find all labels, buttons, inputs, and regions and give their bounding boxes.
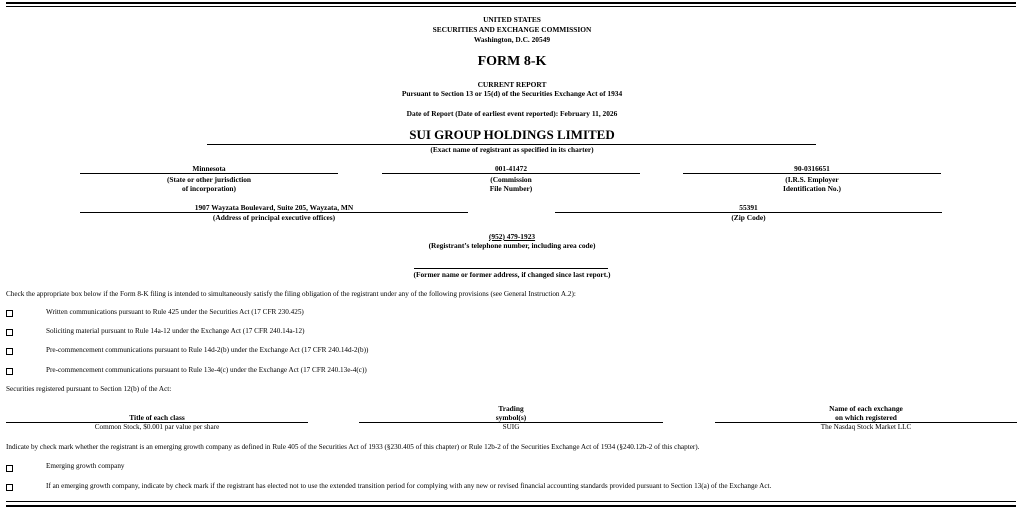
col-exchange-header-2: on which registered: [835, 413, 897, 422]
address-value: 1907 Wayzata Boulevard, Suite 205, Wayzata, MN: [194, 203, 354, 212]
provision-label-3: Pre-commencement communications pursuant to Rule 14d-2(b) under the Exchange Act (17 CFR 240.14d-2(b)): [46, 346, 369, 354]
header-line-2: SECURITIES AND EXCHANGE COMMISSION: [432, 25, 592, 34]
provisions-intro: Check the appropriate box below if the Form 8-K filing is intended to simultaneously satisfy the filing obligation of the registrant under any of the following provisions (see General Instruction A.2):: [6, 290, 576, 298]
security-title-cell: Common Stock, $0.001 par value per share: [94, 423, 220, 431]
provision-label-1: Written communications pursuant to Rule 425 under the Securities Act (17 CFR 230.425): [46, 308, 304, 316]
state-value: Minnesota: [192, 164, 226, 173]
header-line-1: UNITED STATES: [483, 15, 541, 24]
securities-intro: Securities registered pursuant to Section 12(b) of the Act:: [6, 385, 172, 393]
security-exchange-cell: The Nasdaq Stock Market LLC: [820, 423, 912, 431]
file-number-value: 001-41472: [494, 164, 528, 173]
ein-caption-1: (I.R.S. Employer: [785, 175, 839, 184]
bottom-rule: [6, 505, 1016, 507]
form-pursuant: Pursuant to Section 13 or 15(d) of the Securities Exchange Act of 1934: [401, 89, 623, 98]
registrant-name-caption: (Exact name of registrant as specified in its charter): [430, 145, 594, 154]
form-title: FORM 8-K: [477, 54, 547, 69]
ein-rule: [683, 173, 941, 174]
file-number-rule: [382, 173, 640, 174]
ein-value: 90-0316651: [794, 164, 830, 173]
security-symbol-cell: SUIG: [502, 423, 520, 431]
address-caption: (Address of principal executive offices): [212, 213, 336, 222]
col-symbol-header-1: Trading: [498, 404, 524, 413]
growth-label-1: Emerging growth company: [46, 462, 125, 470]
top-rule-thin: [6, 6, 1016, 7]
provision-label-4: Pre-commencement communications pursuant to Rule 13e-4(c) under the Exchange Act (17 CFR 240.13e-4(c)): [46, 366, 367, 374]
ein-caption-2: Identification No.): [783, 184, 841, 193]
provision-checkbox-1[interactable]: [6, 310, 13, 317]
col-title-header: Title of each class: [129, 413, 185, 422]
growth-intro: Indicate by check mark whether the registrant is an emerging growth company as defined in Rule 405 of the Securities Act of 1933 (§230.405 of this chapter) or Rule 12b-2 of the Securities Exchange Act of 1934 (§240.12b-2 of this chapter).: [6, 443, 700, 451]
phone-value: (952) 479-1923: [488, 232, 536, 241]
state-rule: [80, 173, 338, 174]
form-subtitle: CURRENT REPORT: [477, 80, 547, 89]
header-line-3: Washington, D.C. 20549: [473, 35, 551, 44]
state-caption-2: of incorporation): [182, 184, 236, 193]
file-number-caption-1: (Commission: [490, 175, 532, 184]
former-name-rule: [414, 268, 608, 269]
growth-checkbox-1[interactable]: [6, 465, 13, 472]
former-name-caption: (Former name or former address, if changed since last report.): [413, 270, 611, 279]
bottom-rule-thin: [6, 501, 1016, 502]
col-symbol-header-2: symbol(s): [495, 413, 527, 422]
phone-caption: (Registrant’s telephone number, including area code): [428, 241, 596, 250]
zip-value: 55391: [739, 203, 758, 212]
provision-label-2: Soliciting material pursuant to Rule 14a-12 under the Exchange Act (17 CFR 240.14a-12): [46, 327, 305, 335]
registrant-name: SUI GROUP HOLDINGS LIMITED: [409, 127, 615, 142]
provision-checkbox-2[interactable]: [6, 329, 13, 336]
date-of-report: Date of Report (Date of earliest event reported): February 11, 2026: [406, 109, 618, 118]
file-number-caption-2: File Number): [489, 184, 533, 193]
state-caption-1: (State or other jurisdiction: [166, 175, 252, 184]
top-rule: [6, 2, 1016, 4]
growth-label-2: If an emerging growth company, indicate by check mark if the registrant has elected not to use the extended transition period for complying with any new or revised financial accounting standards provided pursuant to Section 13(a) of the Exchange Act.: [46, 482, 772, 490]
growth-checkbox-2[interactable]: [6, 484, 13, 491]
zip-caption: (Zip Code): [731, 213, 766, 222]
provision-checkbox-3[interactable]: [6, 348, 13, 355]
col-exchange-header-1: Name of each exchange: [829, 404, 903, 413]
provision-checkbox-4[interactable]: [6, 368, 13, 375]
